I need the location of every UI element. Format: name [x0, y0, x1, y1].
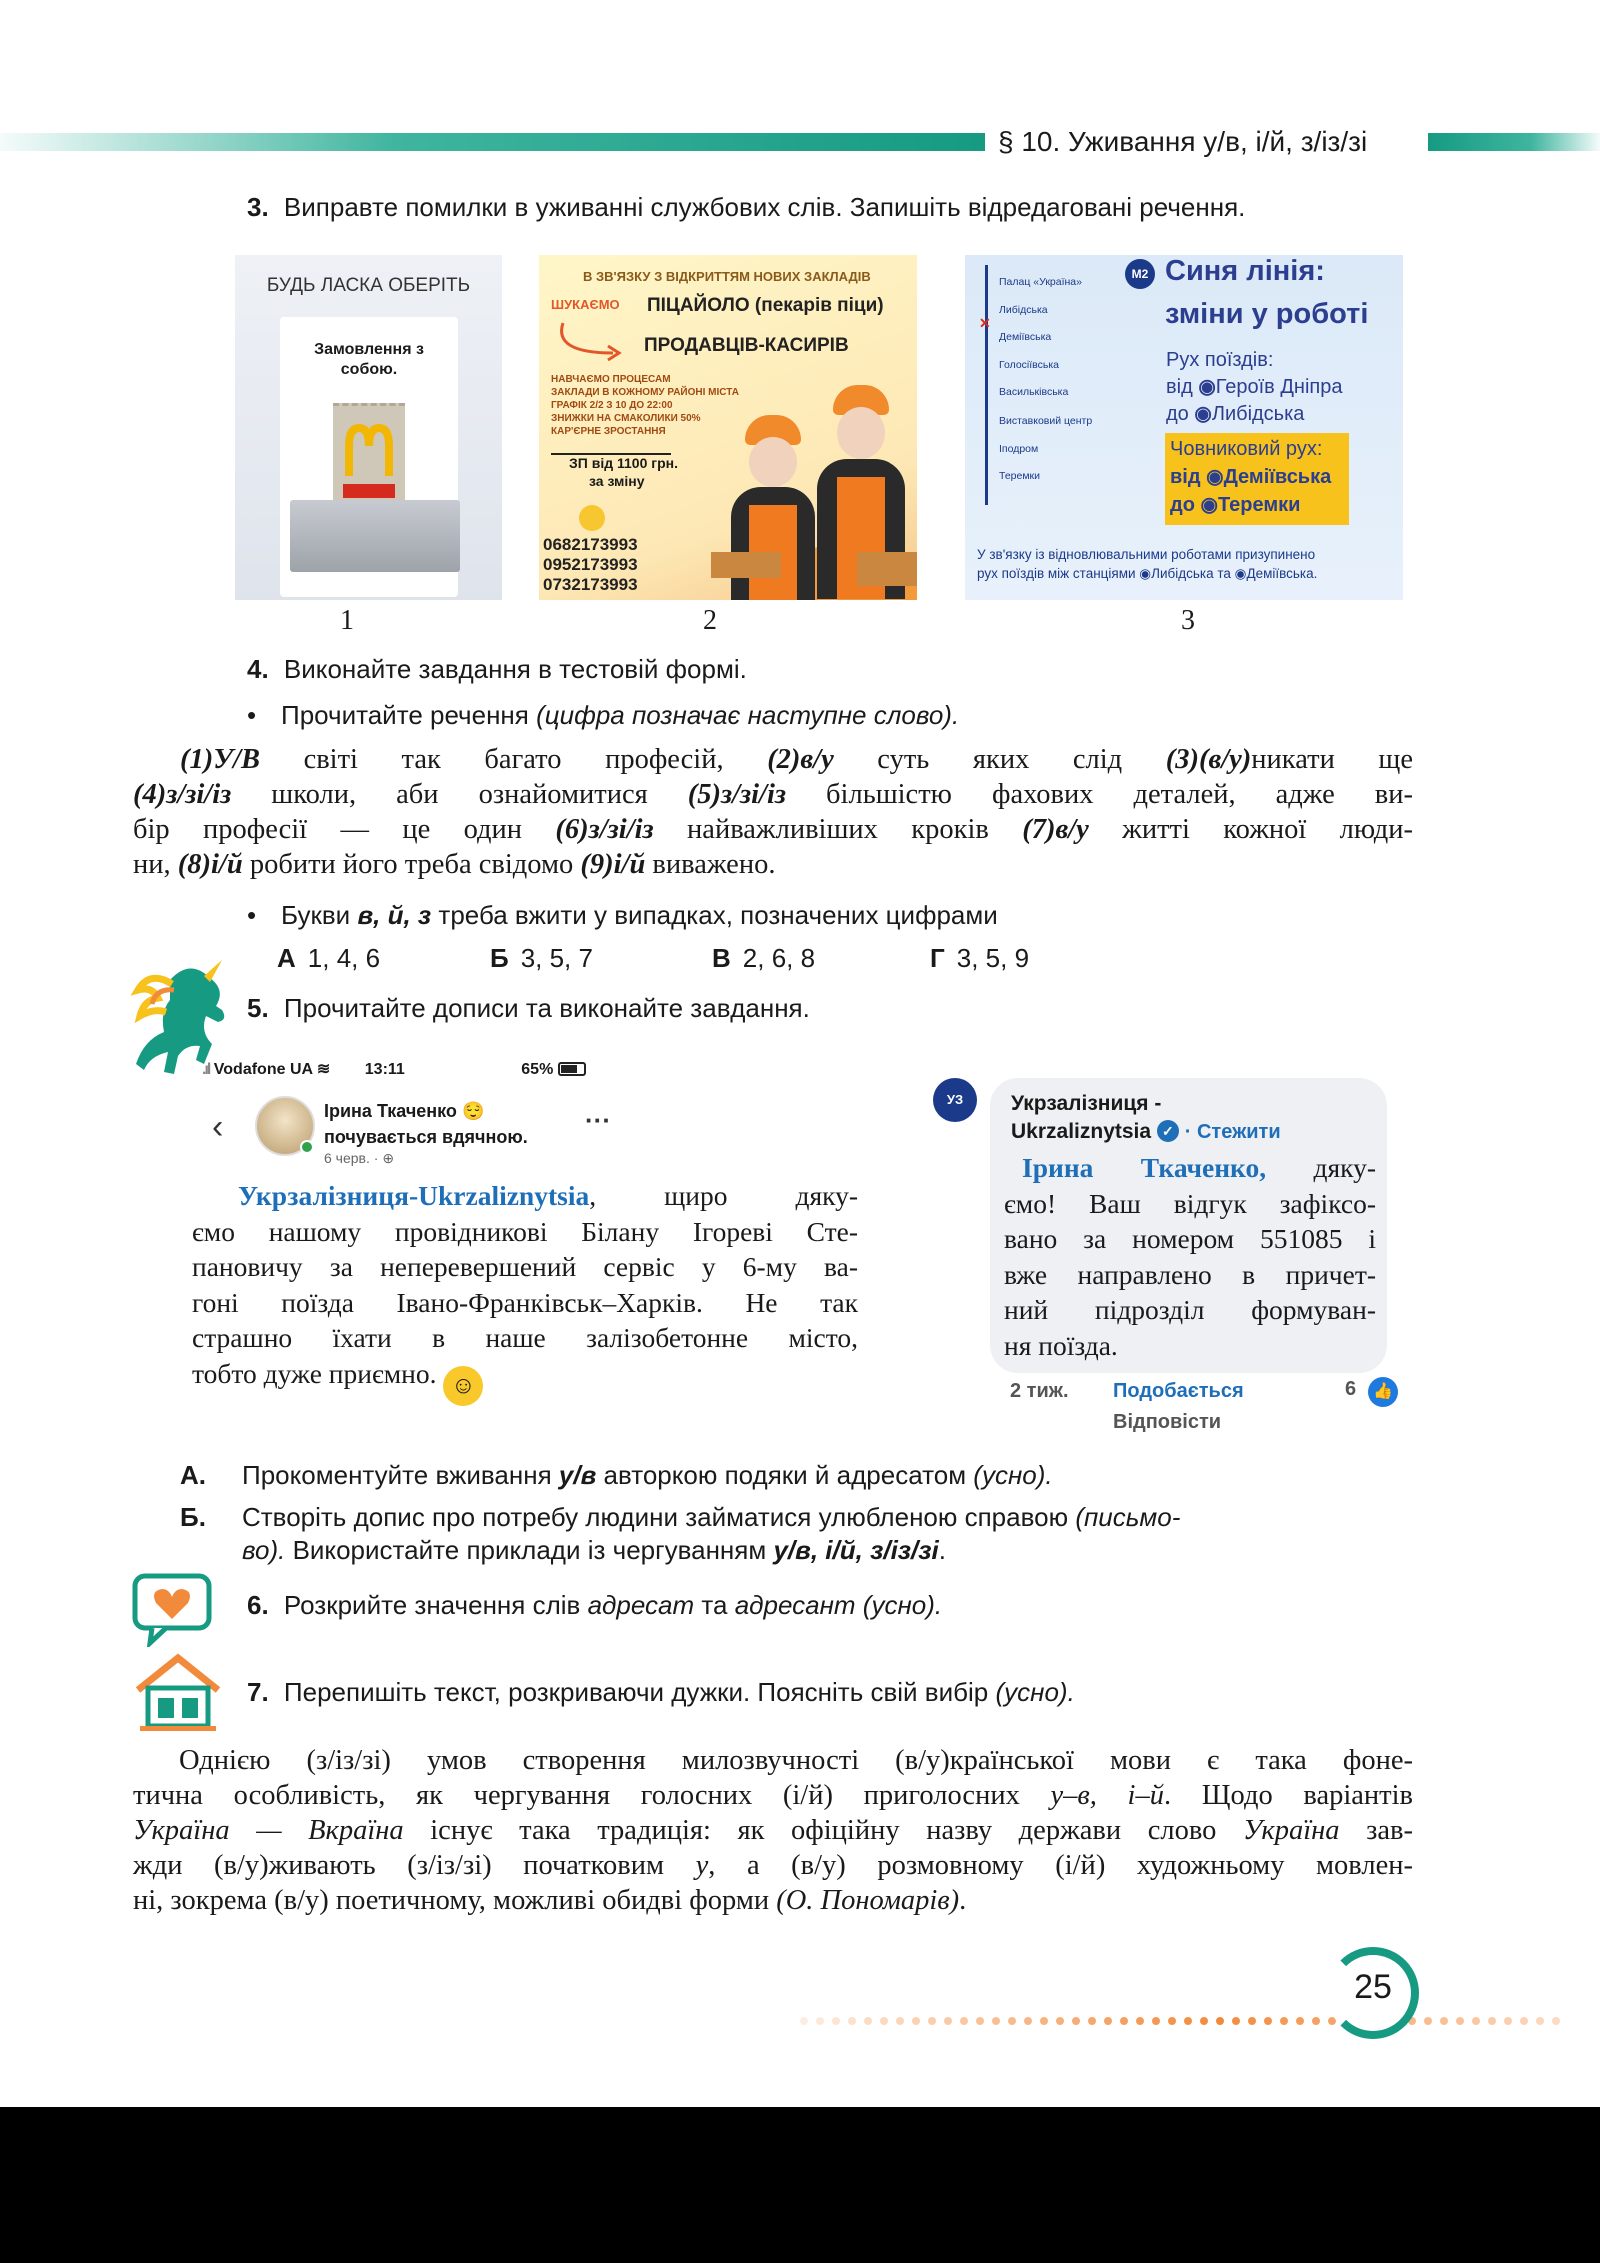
dot — [1200, 2017, 1208, 2025]
dot — [1552, 2017, 1560, 2025]
dot — [1232, 2017, 1240, 2025]
section-title: § 10. Уживання у/в, і/й, з/із/зі — [998, 126, 1368, 157]
heart-chat-icon — [132, 1573, 212, 1647]
back-chevron-icon[interactable]: ‹ — [212, 1108, 224, 1146]
dot — [1312, 2017, 1320, 2025]
dot — [896, 2017, 904, 2025]
notice-title1: Синя лінія: — [1165, 255, 1325, 287]
status-bar: .ıl Vodafone UA ≋ 13:11 65% — [202, 1059, 586, 1079]
header-bar-left — [0, 133, 985, 151]
subtask-b-line2: во). Використайте приклади із чергуванням у/в, і/й, з/із/зі. — [242, 1535, 947, 1565]
dot — [976, 2017, 984, 2025]
dot — [1056, 2017, 1064, 2025]
dot — [912, 2017, 920, 2025]
dot — [1136, 2017, 1144, 2025]
arrow-icon — [553, 313, 643, 363]
ad-searching: ШУКАЄМО — [551, 297, 620, 312]
ad-salary: ЗП від 1100 грн. — [569, 455, 678, 471]
dot — [1440, 2017, 1448, 2025]
dot — [1184, 2017, 1192, 2025]
verified-icon: ✓ — [1157, 1120, 1179, 1142]
task-text: Виправте помилки в уживанні службових слів. Запишіть відредаговані речення. — [283, 192, 1246, 222]
page-number: 25 — [1354, 1968, 1392, 2006]
dot — [816, 2017, 824, 2025]
reply-author: Укрзалізниця - Ukrzaliznytsia ✓ · Стежити — [1011, 1092, 1281, 1143]
image-job-ad — [539, 255, 917, 600]
dot — [1216, 2017, 1224, 2025]
task-number: 3. — [247, 192, 269, 222]
dot — [1264, 2017, 1272, 2025]
ad-phones: 0682173993 0952173993 0732173993 — [543, 535, 638, 594]
dot — [1424, 2017, 1432, 2025]
post-header: Ірина Ткаченко 😌 почувається вдячною. — [324, 1101, 528, 1147]
task-3 — [247, 192, 1245, 223]
battery-icon — [558, 1062, 586, 1076]
ad-details: НАВЧАЄМО ПРОЦЕСАМ ЗАКЛАДИ В КОЖНОМУ РАЙОНІ МІСТА ГРАФІК 2/2 З 10 ДО 22:00 ЗНИЖКИ НА СМАКОЛИКИ 50% КАР'ЄРНЕ ЗРОСТАННЯ — [551, 374, 739, 437]
closed-station-mark-icon: ✕ — [979, 315, 991, 331]
dot — [1040, 2017, 1048, 2025]
dot — [1008, 2017, 1016, 2025]
task-6: 6. Розкрийте значення слів адресат та адресант (усно). — [247, 1590, 943, 1620]
image-metro-notice — [965, 255, 1403, 600]
device-base — [290, 500, 460, 572]
dot — [1488, 2017, 1496, 2025]
dotted-line — [800, 2012, 1568, 2030]
like-link[interactable]: Подобається — [1113, 1380, 1244, 1402]
smile-icon: ☺ — [443, 1366, 483, 1406]
notice-footer: У зв'язку із відновлювальними роботами призупинено рух поїздів між станціями ◉Либідська та ◉Деміївська. — [977, 547, 1318, 581]
online-dot — [300, 1140, 314, 1154]
dot — [864, 2017, 872, 2025]
m2-badge: M2 — [1125, 259, 1155, 289]
option-v[interactable]: В 2, 6, 8 — [712, 943, 816, 973]
subtask-b: Б. Створіть допис про потребу людини займатися улюбленою справою (письмо- — [180, 1502, 1181, 1532]
dot — [880, 2017, 888, 2025]
emoji-icon: 😌 — [461, 1101, 485, 1121]
subtask-a: А. Прокоментуйте вживання у/в авторкою подяки й адресатом (усно). — [180, 1460, 1053, 1490]
dot — [1472, 2017, 1480, 2025]
task-5: 5. Прочитайте дописи та виконайте завдання. — [247, 993, 810, 1023]
dot — [944, 2017, 952, 2025]
pizza-box — [711, 552, 781, 578]
shuttle-block: Човниковий рух: від ◉Деміївська до ◉Теремки — [1170, 438, 1332, 516]
post-body: Укрзалізниця-Ukrzaliznytsia, щиро дяку- ємо нашому провідникові Білану Ігореві Сте- пановичу за неперевершений сервіс у 6-му ва- гоні поїзда Івано-Франківськ–Харків. Не так страшно їхати в наше залізобетонне місто, тобто дуже приємно. ☺ — [192, 1178, 858, 1406]
option-a[interactable]: А 1, 4, 6 — [277, 943, 381, 973]
thumbs-up-icon: 👍 — [1368, 1377, 1398, 1407]
dot — [1152, 2017, 1160, 2025]
more-icon[interactable]: ··· — [585, 1105, 611, 1135]
image-caption-1: 1 — [340, 605, 354, 636]
ad-salary2: за зміну — [589, 473, 645, 489]
option-b[interactable]: Б 3, 5, 7 — [490, 943, 593, 973]
image-caption-2: 2 — [703, 605, 717, 636]
uz-logo-icon[interactable]: УЗ — [933, 1078, 977, 1122]
dot — [1168, 2017, 1176, 2025]
dot — [1072, 2017, 1080, 2025]
task4-bullet2: • Букви в, й, з треба вжити у випадках, позначених цифрами — [247, 900, 998, 930]
phone-icon — [579, 505, 605, 531]
header-bar-right — [1428, 133, 1600, 151]
wifi-icon: ≋ — [316, 1061, 331, 1078]
dot — [1456, 2017, 1464, 2025]
dot — [1280, 2017, 1288, 2025]
station-list: Палац «Україна» Либідська Деміївська Голосіївська Васильківська Виставковий центр Іподром Теремки — [999, 276, 1093, 482]
dot — [1296, 2017, 1304, 2025]
dot — [832, 2017, 840, 2025]
metro-line — [985, 265, 988, 505]
dot — [1536, 2017, 1544, 2025]
traffic-block: Рух поїздів: від ◉Героїв Дніпра до ◉Либідська — [1166, 349, 1343, 425]
task4-paragraph: (1)У/В світі так багато професій, (2)в/у суть яких слід (3)(в/у)никати ще (4)з/зі/із школи, аби ознайомитися (5)з/зі/із більшістю фахових деталей, адже ви- бір професії — це один (6)з/зі/із найважливіших кроків (7)в/у житті кожної люди- ни, (8)і/й робити його треба свідомо (9)і/й виважено. — [133, 744, 1413, 880]
pizza-boxes — [857, 552, 917, 586]
dot — [1120, 2017, 1128, 2025]
dot — [1104, 2017, 1112, 2025]
dot — [1504, 2017, 1512, 2025]
image-caption-3: 3 — [1181, 605, 1195, 636]
reply-body: Ірина Ткаченко, дяку- ємо! Ваш відгук зафіксо- вано за номером 551085 і вже направлено в причет- ний підрозділ формуван- ня поїзда. — [1004, 1152, 1376, 1361]
reply-link[interactable]: Відповісти — [1113, 1411, 1222, 1433]
task4-bullet1: • Прочитайте речення (цифра позначає наступне слово). — [247, 700, 960, 730]
ad-role1: ПІЦАЙОЛО (пекарів піци) — [647, 295, 884, 316]
dot — [1024, 2017, 1032, 2025]
ad-role2: ПРОДАВЦІВ-КАСИРІВ — [644, 335, 849, 356]
like-count: 6 — [1345, 1378, 1357, 1400]
task-4: 4. Виконайте завдання в тестовій формі. — [247, 654, 747, 684]
bottom-band — [0, 2107, 1600, 2263]
notice-title2: зміни у роботі — [1165, 298, 1369, 330]
dot — [1520, 2017, 1528, 2025]
dot — [1248, 2017, 1256, 2025]
dot — [992, 2017, 1000, 2025]
task7-paragraph: Однією (з/із/зі) умов створення милозвучності (в/у)країнської мови є така фоне- тична особливість, як чергування голосних (і/й) приголосних у–в, і–й. Щодо варіантів Україна — Вкраїна існує така традиція: як офіційну назву держави слово Україна зав- жди (в/у)живають (з/із/зі) початковим у, а (в/у) розмовному (і/й) художньому мовлен- ні, зокрема (в/у) поетичному, можливі обидві форми (О. Пономарів). — [133, 1745, 1413, 1916]
dot — [960, 2017, 968, 2025]
post-date: 6 черв. · ⊕ — [324, 1150, 395, 1166]
paper-bag-icon — [333, 403, 405, 503]
dot — [1088, 2017, 1096, 2025]
dot — [800, 2017, 808, 2025]
image-takeaway-screen — [235, 255, 502, 600]
house-icon — [132, 1652, 224, 1732]
reply-age: 2 тиж. — [1010, 1380, 1069, 1402]
ad-line1: В ЗВ'ЯЗКУ З ВІДКРИТТЯМ НОВИХ ЗАКЛАДІВ — [583, 269, 871, 284]
option-g[interactable]: Г 3, 5, 9 — [930, 943, 1030, 973]
dot — [928, 2017, 936, 2025]
card-text: Замовлення з собою. — [314, 341, 424, 378]
image-heading: БУДЬ ЛАСКА ОБЕРІТЬ — [266, 275, 471, 296]
task-7: 7. Перепишіть текст, розкриваючи дужки. Поясніть свій вибір (усно). — [247, 1677, 1075, 1707]
globe-icon: ⊕ — [382, 1150, 395, 1166]
dot — [848, 2017, 856, 2025]
